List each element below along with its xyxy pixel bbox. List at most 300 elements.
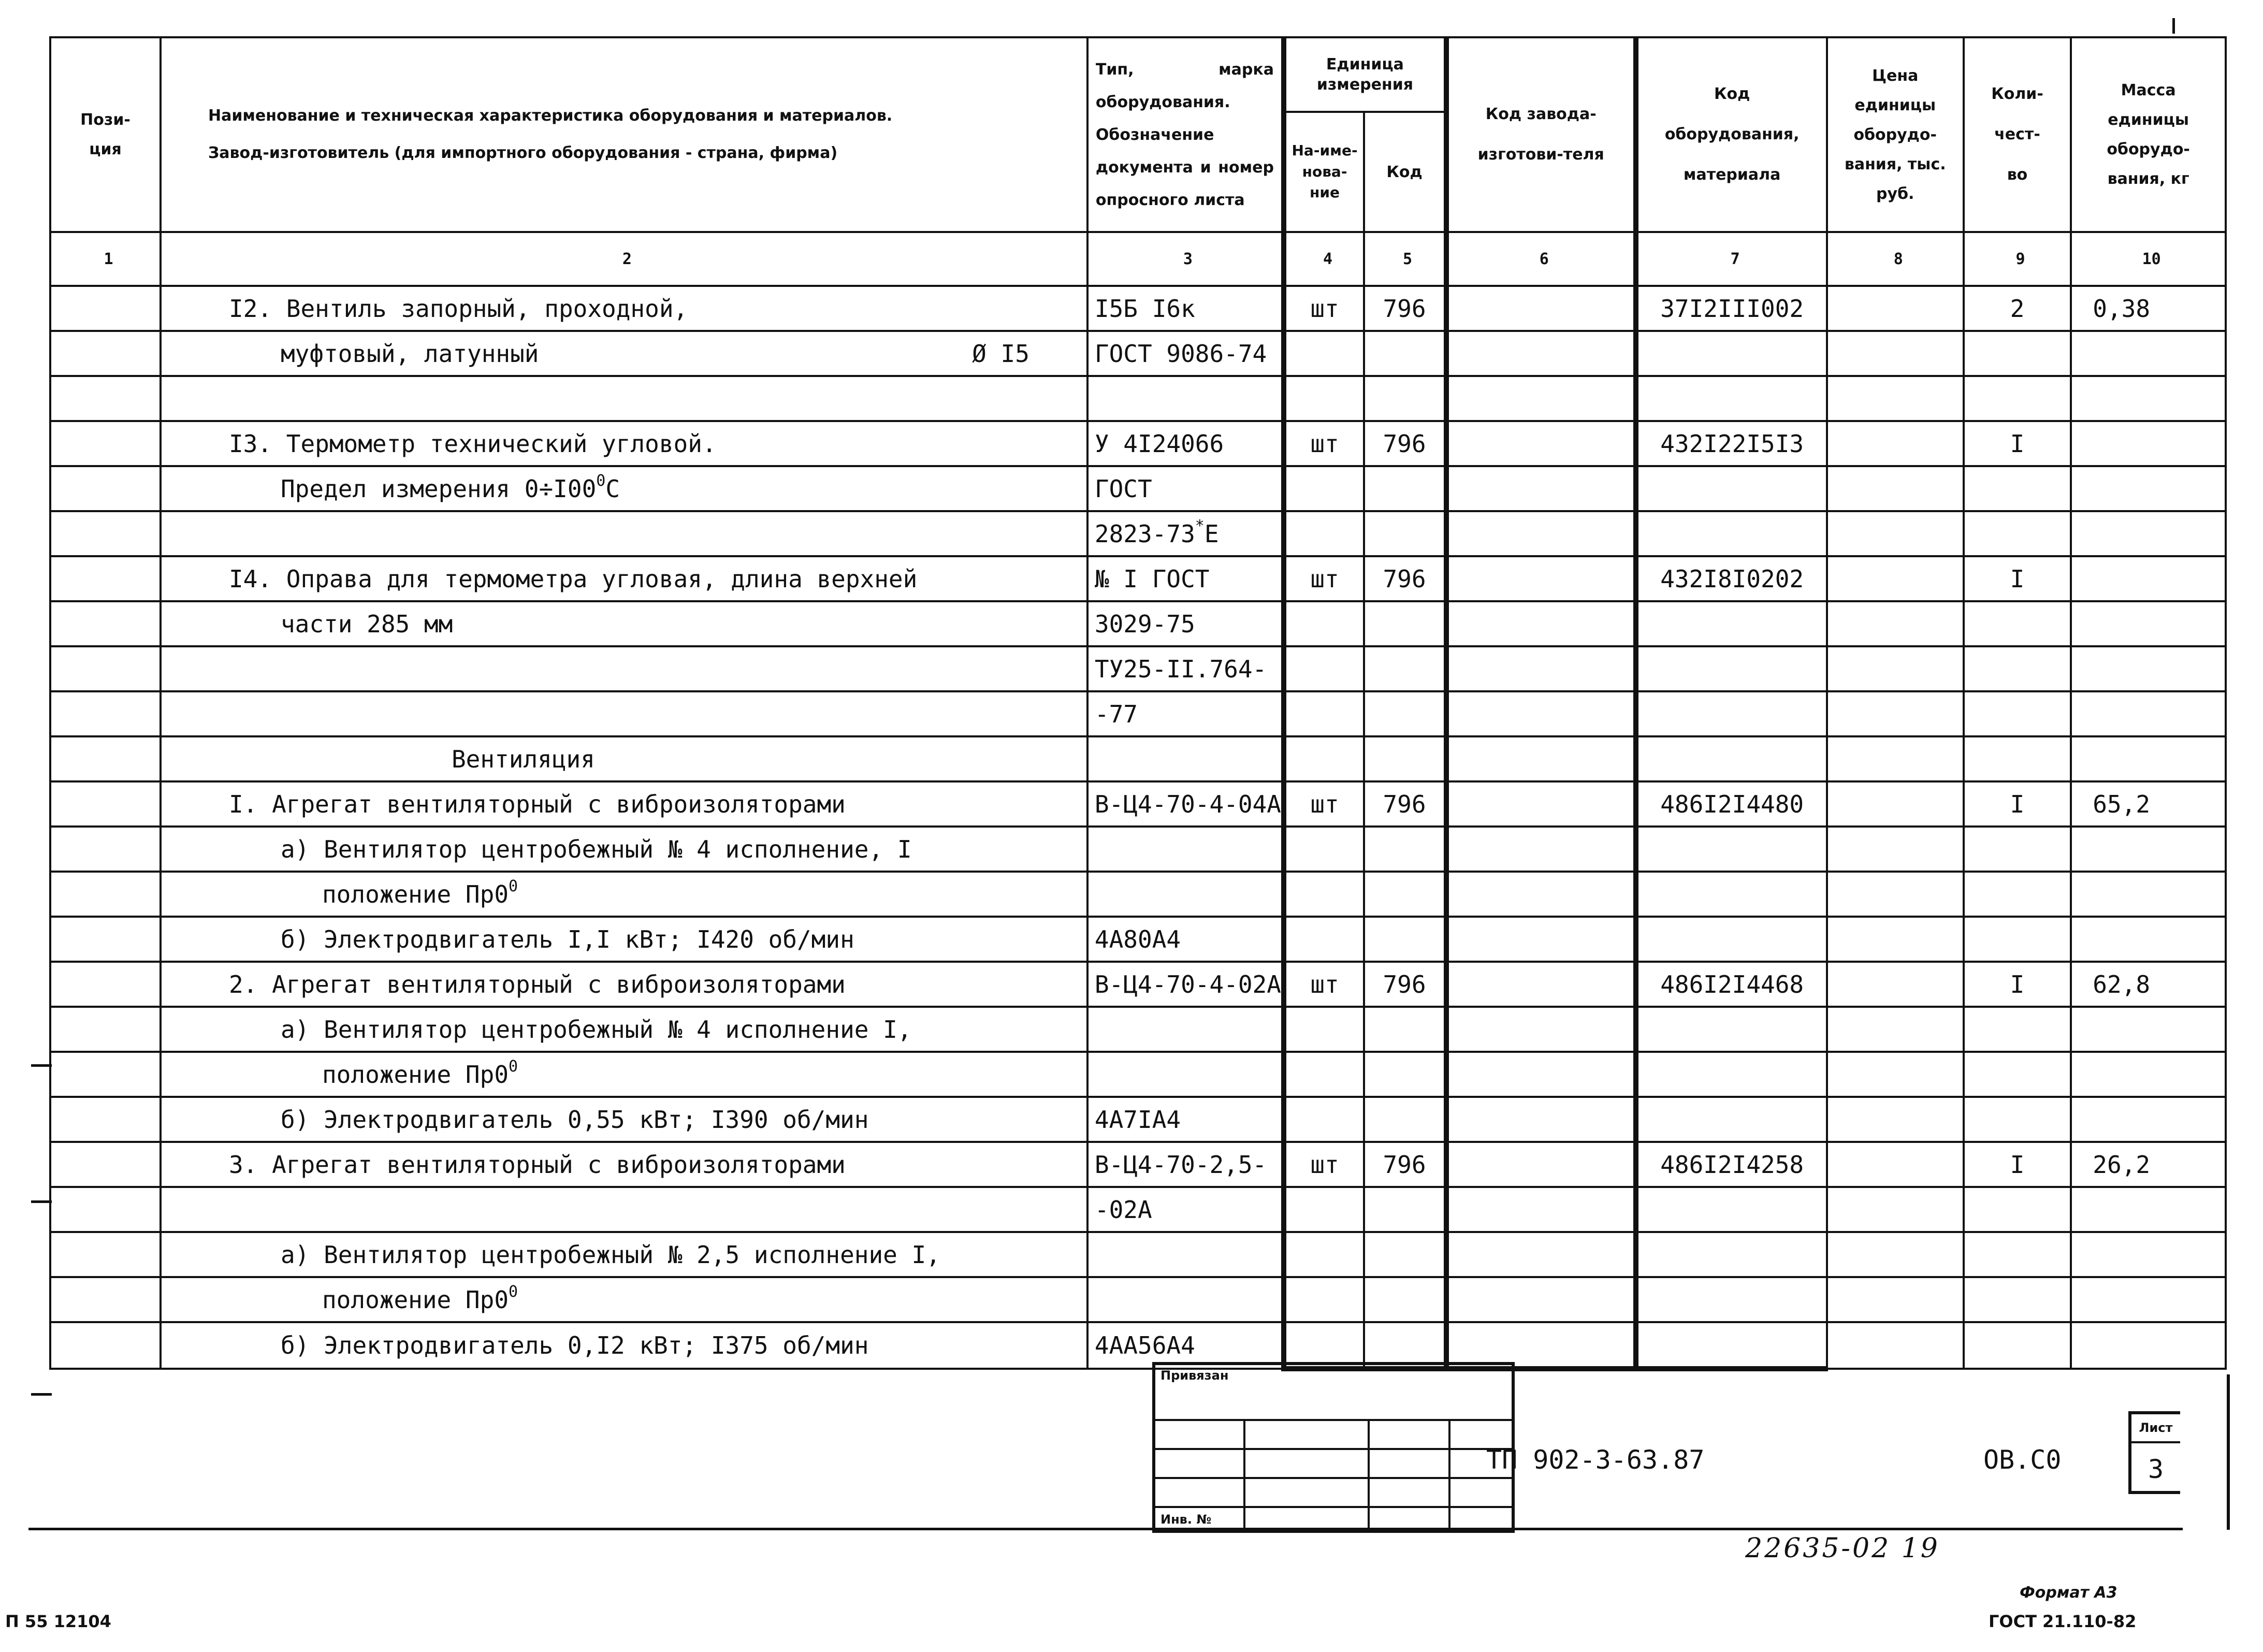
- factory-code-cell: [1446, 691, 1636, 736]
- diameter-note: Ø I5: [972, 339, 1029, 368]
- table-row: [50, 691, 2226, 736]
- unit-code-cell: [1364, 331, 1446, 376]
- unit-name-cell: [1284, 827, 1364, 872]
- price-cell: [1827, 691, 1964, 736]
- position-cell: [50, 556, 161, 601]
- position-cell: [50, 1097, 161, 1142]
- item-name-cell: положение $Пр0^0$: [161, 1277, 1087, 1322]
- factory-code-cell: [1446, 421, 1636, 466]
- unit-name-cell: [1284, 917, 1364, 962]
- table-row: [50, 781, 2226, 827]
- factory-code-cell: [1446, 1052, 1636, 1097]
- type-cell: [1087, 736, 1284, 781]
- quantity-cell: [1964, 466, 2071, 511]
- unit-code-cell: [1364, 601, 1446, 646]
- quantity-cell: I: [1964, 962, 2071, 1007]
- unit-name-cell: [1284, 601, 1364, 646]
- mass-cell: 0,38: [2071, 286, 2226, 331]
- quantity-cell: [1964, 691, 2071, 736]
- table-row: [50, 872, 2226, 917]
- unit-name-cell: шт: [1284, 286, 1364, 331]
- table-row: [50, 556, 2226, 601]
- table-row: [50, 1322, 2226, 1369]
- mass-cell: [2071, 466, 2226, 511]
- quantity-cell: [1964, 827, 2071, 872]
- factory-code-cell: [1446, 872, 1636, 917]
- item-name-cell: а) Вентилятор центробежный № 2,5 исполнение I,: [161, 1232, 1087, 1277]
- header-unit-name: На-име-нова-ние: [1284, 112, 1364, 232]
- equipment-code-cell: [1636, 872, 1827, 917]
- price-cell: [1827, 1232, 1964, 1277]
- stamp-title: Привязан: [1160, 1368, 1229, 1383]
- mass-cell: [2071, 1052, 2226, 1097]
- unit-code-cell: [1364, 736, 1446, 781]
- equipment-code-cell: [1636, 331, 1827, 376]
- quantity-cell: [1964, 1232, 2071, 1277]
- stamp-rule: [1448, 1419, 1450, 1530]
- mass-cell: [2071, 827, 2226, 872]
- quantity-cell: [1964, 601, 2071, 646]
- factory-code-cell: [1446, 466, 1636, 511]
- format-label: Формат А3: [2020, 1584, 2117, 1602]
- header-mass: Масса единицы оборудо-вания, кг: [2071, 37, 2226, 232]
- header-name: Наименование и техническая характеристика оборудования и материалов. Завод-изготовитель (для импортного оборудования - страна, фирма): [161, 37, 1087, 232]
- unit-name-cell: шт: [1284, 962, 1364, 1007]
- type-cell: [1087, 376, 1284, 421]
- position-cell: [50, 646, 161, 691]
- position-cell: [50, 736, 161, 781]
- mass-cell: [2071, 421, 2226, 466]
- mass-cell: [2071, 917, 2226, 962]
- stamp-rule: [1155, 1477, 1512, 1479]
- equipment-code-cell: [1636, 691, 1827, 736]
- mass-cell: [2071, 1097, 2226, 1142]
- position-cell: [50, 601, 161, 646]
- approval-stamp: [1152, 1362, 1515, 1533]
- header-position: Пози- ция: [50, 37, 161, 232]
- equipment-code-cell: 432I8I0202: [1636, 556, 1827, 601]
- price-cell: [1827, 1322, 1964, 1369]
- unit-name-cell: [1284, 1187, 1364, 1232]
- price-cell: [1827, 1142, 1964, 1187]
- position-cell: [50, 1277, 161, 1322]
- type-cell: [1087, 827, 1284, 872]
- position-cell: [50, 917, 161, 962]
- type-cell: 4А80А4: [1087, 917, 1284, 962]
- item-name-cell: Вентиляция: [161, 736, 1087, 781]
- unit-code-cell: [1364, 466, 1446, 511]
- table-row: [50, 827, 2226, 872]
- price-cell: [1827, 286, 1964, 331]
- item-name-cell: 3. Агрегат вентиляторный с виброизоляторами: [161, 1142, 1087, 1187]
- unit-code-cell: [1364, 646, 1446, 691]
- unit-name-cell: шт: [1284, 781, 1364, 827]
- type-cell: 4АА56А4: [1087, 1322, 1284, 1369]
- stamp-rule: [1243, 1419, 1245, 1530]
- mass-cell: [2071, 331, 2226, 376]
- mass-cell: [2071, 736, 2226, 781]
- item-name-cell: б) Электродвигатель 0,55 кВт; I390 об/мин: [161, 1097, 1087, 1142]
- unit-code-cell: [1364, 1007, 1446, 1052]
- equipment-code-cell: [1636, 376, 1827, 421]
- factory-code-cell: [1446, 962, 1636, 1007]
- unit-name-cell: [1284, 511, 1364, 556]
- price-cell: [1827, 421, 1964, 466]
- item-name-cell: части 285 мм: [161, 601, 1087, 646]
- unit-code-cell: [1364, 376, 1446, 421]
- mass-cell: [2071, 376, 2226, 421]
- unit-code-cell: [1364, 1187, 1446, 1232]
- unit-name-cell: [1284, 872, 1364, 917]
- price-cell: [1827, 331, 1964, 376]
- table-row: [50, 1052, 2226, 1097]
- table-row: [50, 286, 2226, 331]
- unit-name-cell: [1284, 1052, 1364, 1097]
- table-row: [50, 1277, 2226, 1322]
- position-cell: [50, 1007, 161, 1052]
- quantity-cell: [1964, 376, 2071, 421]
- quantity-cell: [1964, 1097, 2071, 1142]
- unit-name-cell: шт: [1284, 421, 1364, 466]
- type-cell: В-Ц4-70-4-02А: [1087, 962, 1284, 1007]
- unit-code-cell: [1364, 1232, 1446, 1277]
- quantity-cell: [1964, 1322, 2071, 1369]
- mass-cell: [2071, 691, 2226, 736]
- stamp-rule: [1155, 1448, 1512, 1450]
- price-cell: [1827, 601, 1964, 646]
- price-cell: [1827, 917, 1964, 962]
- quantity-cell: [1964, 736, 2071, 781]
- unit-code-cell: 796: [1364, 421, 1446, 466]
- mass-cell: [2071, 1232, 2226, 1277]
- mass-cell: 26,2: [2071, 1142, 2226, 1187]
- price-cell: [1827, 466, 1964, 511]
- item-name-cell: I3. Термометр технический угловой.: [161, 421, 1087, 466]
- item-name-cell: [161, 1187, 1087, 1232]
- unit-code-cell: [1364, 872, 1446, 917]
- type-cell: I5Б I6к: [1087, 286, 1284, 331]
- bottom-frame-line: [28, 1528, 2183, 1530]
- table-row: [50, 962, 2226, 1007]
- type-cell: [1087, 1232, 1284, 1277]
- corner-tick-mark: [2172, 18, 2175, 34]
- column-number: 7: [1636, 232, 1827, 286]
- mass-cell: 62,8: [2071, 962, 2226, 1007]
- unit-name-cell: [1284, 1007, 1364, 1052]
- column-number: 8: [1827, 232, 1964, 286]
- document-number: ТП 902-3-63.87: [1486, 1445, 1705, 1475]
- quantity-cell: I: [1964, 1142, 2071, 1187]
- item-name-cell: Предел измерения $0\div I00^0С$: [161, 466, 1087, 511]
- position-cell: [50, 376, 161, 421]
- type-cell: № I ГОСТ: [1087, 556, 1284, 601]
- binding-mark: [31, 1064, 52, 1067]
- factory-code-cell: [1446, 331, 1636, 376]
- type-cell: 4А7IА4: [1087, 1097, 1284, 1142]
- unit-name-cell: шт: [1284, 1142, 1364, 1187]
- reference-number: П 55 12104: [5, 1612, 111, 1631]
- unit-name-cell: [1284, 466, 1364, 511]
- type-cell: [1087, 1052, 1284, 1097]
- equipment-code-cell: [1636, 736, 1827, 781]
- sheet-number: 3: [2148, 1454, 2164, 1484]
- item-name-cell: б) Электродвигатель 0,I2 кВт; I375 об/мин: [161, 1322, 1087, 1369]
- factory-code-cell: [1446, 601, 1636, 646]
- factory-code-cell: [1446, 917, 1636, 962]
- frame-edge: [2227, 1374, 2230, 1530]
- position-cell: [50, 1187, 161, 1232]
- price-cell: [1827, 1007, 1964, 1052]
- stamp-rule: [1155, 1419, 1512, 1421]
- quantity-cell: [1964, 1052, 2071, 1097]
- column-number: 3: [1087, 232, 1284, 286]
- mass-cell: [2071, 1322, 2226, 1369]
- factory-code-cell: [1446, 1007, 1636, 1052]
- price-cell: [1827, 1277, 1964, 1322]
- item-name-cell: б) Электродвигатель I,I кВт; I420 об/мин: [161, 917, 1087, 962]
- quantity-cell: [1964, 511, 2071, 556]
- type-cell: ТУ25-II.764-: [1087, 646, 1284, 691]
- table-row: [50, 511, 2226, 556]
- column-number: 2: [161, 232, 1087, 286]
- item-name-cell: [161, 511, 1087, 556]
- item-name-cell: I. Агрегат вентиляторный с виброизоляторами: [161, 781, 1087, 827]
- unit-name-cell: [1284, 691, 1364, 736]
- position-cell: [50, 962, 161, 1007]
- header-type: Тип, марка оборудования. Обозначение документа и номер опросного листа: [1087, 37, 1284, 232]
- specification-table: [49, 36, 2227, 1371]
- unit-code-cell: [1364, 917, 1446, 962]
- column-number: 1: [50, 232, 161, 286]
- equipment-code-cell: [1636, 1277, 1827, 1322]
- unit-name-cell: [1284, 376, 1364, 421]
- factory-code-cell: [1446, 1142, 1636, 1187]
- handwritten-number: 22635-02 19: [1745, 1533, 1940, 1564]
- quantity-cell: [1964, 872, 2071, 917]
- type-cell: ГОСТ: [1087, 466, 1284, 511]
- unit-name-cell: [1284, 646, 1364, 691]
- factory-code-cell: [1446, 286, 1636, 331]
- equipment-code-cell: [1636, 1097, 1827, 1142]
- unit-code-cell: 796: [1364, 962, 1446, 1007]
- position-cell: [50, 872, 161, 917]
- mass-cell: [2071, 556, 2226, 601]
- position-cell: [50, 331, 161, 376]
- item-name-cell: а) Вентилятор центробежный № 4 исполнение I,: [161, 1007, 1087, 1052]
- type-cell: ГОСТ 9086-74: [1087, 331, 1284, 376]
- header-unit-group: Единица измерения: [1284, 37, 1446, 112]
- item-name-cell: I2. Вентиль запорный, проходной,: [161, 286, 1087, 331]
- factory-code-cell: [1446, 736, 1636, 781]
- table-row: [50, 646, 2226, 691]
- factory-code-cell: [1446, 781, 1636, 827]
- unit-name-cell: [1284, 331, 1364, 376]
- price-cell: [1827, 736, 1964, 781]
- unit-code-cell: 796: [1364, 1142, 1446, 1187]
- price-cell: [1827, 1187, 1964, 1232]
- header-price: Цена единицы оборудо-вания, тыс. руб.: [1827, 37, 1964, 232]
- quantity-cell: [1964, 331, 2071, 376]
- quantity-cell: I: [1964, 781, 2071, 827]
- equipment-code-cell: [1636, 1232, 1827, 1277]
- mass-cell: [2071, 1277, 2226, 1322]
- sheet-label: Лист: [2131, 1414, 2180, 1443]
- type-cell: 3029-75: [1087, 601, 1284, 646]
- position-cell: [50, 421, 161, 466]
- binding-mark: [31, 1200, 52, 1203]
- unit-name-cell: [1284, 1232, 1364, 1277]
- unit-code-cell: 796: [1364, 286, 1446, 331]
- item-name-cell: [161, 646, 1087, 691]
- table-row: [50, 736, 2226, 781]
- item-name-cell: а) Вентилятор центробежный № 4 исполнение, I: [161, 827, 1087, 872]
- document-frame: [49, 36, 2227, 1530]
- unit-code-cell: [1364, 511, 1446, 556]
- table-row: [50, 331, 2226, 376]
- column-number: 5: [1364, 232, 1446, 286]
- table-row: [50, 421, 2226, 466]
- equipment-code-cell: 486I2I4468: [1636, 962, 1827, 1007]
- mass-cell: 65,2: [2071, 781, 2226, 827]
- equipment-code-cell: 486I2I4480: [1636, 781, 1827, 827]
- price-cell: [1827, 376, 1964, 421]
- quantity-cell: [1964, 646, 2071, 691]
- position-cell: [50, 1052, 161, 1097]
- header-unit-code: Код: [1364, 112, 1446, 232]
- price-cell: [1827, 511, 1964, 556]
- unit-code-cell: [1364, 691, 1446, 736]
- type-cell: 2823-73*Е: [1087, 511, 1284, 556]
- price-cell: [1827, 872, 1964, 917]
- item-name-cell: положение $Пр0^0$: [161, 872, 1087, 917]
- unit-code-cell: [1364, 827, 1446, 872]
- column-number: 4: [1284, 232, 1364, 286]
- factory-code-cell: [1446, 556, 1636, 601]
- equipment-code-cell: [1636, 917, 1827, 962]
- unit-code-cell: [1364, 1277, 1446, 1322]
- quantity-cell: [1964, 1187, 2071, 1232]
- type-cell: [1087, 872, 1284, 917]
- position-cell: [50, 466, 161, 511]
- equipment-code-cell: [1636, 466, 1827, 511]
- table-row: [50, 1187, 2226, 1232]
- column-numbers-row: [50, 232, 2226, 286]
- quantity-cell: [1964, 1007, 2071, 1052]
- equipment-code-cell: [1636, 1322, 1827, 1369]
- column-number: 9: [1964, 232, 2071, 286]
- header-quantity: Коли-чест-во: [1964, 37, 2071, 232]
- type-cell: -77: [1087, 691, 1284, 736]
- position-cell: [50, 827, 161, 872]
- table-row: [50, 1142, 2226, 1187]
- type-cell: [1087, 1007, 1284, 1052]
- position-cell: [50, 1142, 161, 1187]
- factory-code-cell: [1446, 646, 1636, 691]
- factory-code-cell: [1446, 1187, 1636, 1232]
- table-row: [50, 466, 2226, 511]
- equipment-code-cell: [1636, 1187, 1827, 1232]
- quantity-cell: [1964, 917, 2071, 962]
- unit-code-cell: [1364, 1052, 1446, 1097]
- unit-name-cell: [1284, 736, 1364, 781]
- factory-code-cell: [1446, 1097, 1636, 1142]
- unit-code-cell: [1364, 1097, 1446, 1142]
- item-name-cell: [161, 691, 1087, 736]
- table-row: [50, 601, 2226, 646]
- price-cell: [1827, 781, 1964, 827]
- table-row: [50, 917, 2226, 962]
- mass-cell: [2071, 872, 2226, 917]
- equipment-code-cell: 432I22I5I3: [1636, 421, 1827, 466]
- unit-code-cell: 796: [1364, 556, 1446, 601]
- factory-code-cell: [1446, 511, 1636, 556]
- item-name-cell: I4. Оправа для термометра угловая, длина верхней: [161, 556, 1087, 601]
- equipment-code-cell: [1636, 1052, 1827, 1097]
- factory-code-cell: [1446, 1277, 1636, 1322]
- position-cell: [50, 511, 161, 556]
- factory-code-cell: [1446, 827, 1636, 872]
- type-cell: [1087, 1277, 1284, 1322]
- equipment-code-cell: 37I2III002: [1636, 286, 1827, 331]
- header-equipment-code: Код оборудования, материала: [1636, 37, 1827, 232]
- price-cell: [1827, 962, 1964, 1007]
- item-name-cell: положение $Пр0^0$: [161, 1052, 1087, 1097]
- column-number: 10: [2071, 232, 2226, 286]
- type-cell: -02А: [1087, 1187, 1284, 1232]
- position-cell: [50, 286, 161, 331]
- position-cell: [50, 1232, 161, 1277]
- type-cell: В-Ц4-70-2,5-: [1087, 1142, 1284, 1187]
- price-cell: [1827, 1052, 1964, 1097]
- equipment-code-cell: [1636, 511, 1827, 556]
- equipment-code-cell: [1636, 601, 1827, 646]
- unit-code-cell: 796: [1364, 781, 1446, 827]
- factory-code-cell: [1446, 1232, 1636, 1277]
- unit-name-cell: [1284, 1097, 1364, 1142]
- mass-cell: [2071, 1007, 2226, 1052]
- table-row: [50, 1007, 2226, 1052]
- position-cell: [50, 691, 161, 736]
- position-cell: [50, 1322, 161, 1369]
- quantity-cell: [1964, 1277, 2071, 1322]
- gost-label: ГОСТ 21.110-82: [1989, 1612, 2137, 1631]
- position-cell: [50, 781, 161, 827]
- equipment-code-cell: [1636, 1007, 1827, 1052]
- price-cell: [1827, 1097, 1964, 1142]
- item-name-cell: муфтовый, латунный Ø I5: [161, 331, 1087, 376]
- binding-mark: [31, 1393, 52, 1396]
- equipment-code-cell: [1636, 827, 1827, 872]
- header-factory-code: Код завода-изготови-теля: [1446, 37, 1636, 232]
- unit-name-cell: [1284, 1277, 1364, 1322]
- document-code: ОВ.С0: [1983, 1445, 2062, 1475]
- price-cell: [1827, 556, 1964, 601]
- stamp-inventory-label: Инв. №: [1160, 1512, 1212, 1527]
- mass-cell: [2071, 601, 2226, 646]
- mass-cell: [2071, 511, 2226, 556]
- item-name-cell: 2. Агрегат вентиляторный с виброизоляторами: [161, 962, 1087, 1007]
- type-cell: У 4I24066: [1087, 421, 1284, 466]
- price-cell: [1827, 646, 1964, 691]
- table-row: [50, 376, 2226, 421]
- factory-code-cell: [1446, 376, 1636, 421]
- table-row: [50, 1097, 2226, 1142]
- stamp-rule: [1368, 1419, 1370, 1530]
- price-cell: [1827, 827, 1964, 872]
- stamp-rule: [1155, 1506, 1512, 1508]
- mass-cell: [2071, 646, 2226, 691]
- unit-name-cell: шт: [1284, 556, 1364, 601]
